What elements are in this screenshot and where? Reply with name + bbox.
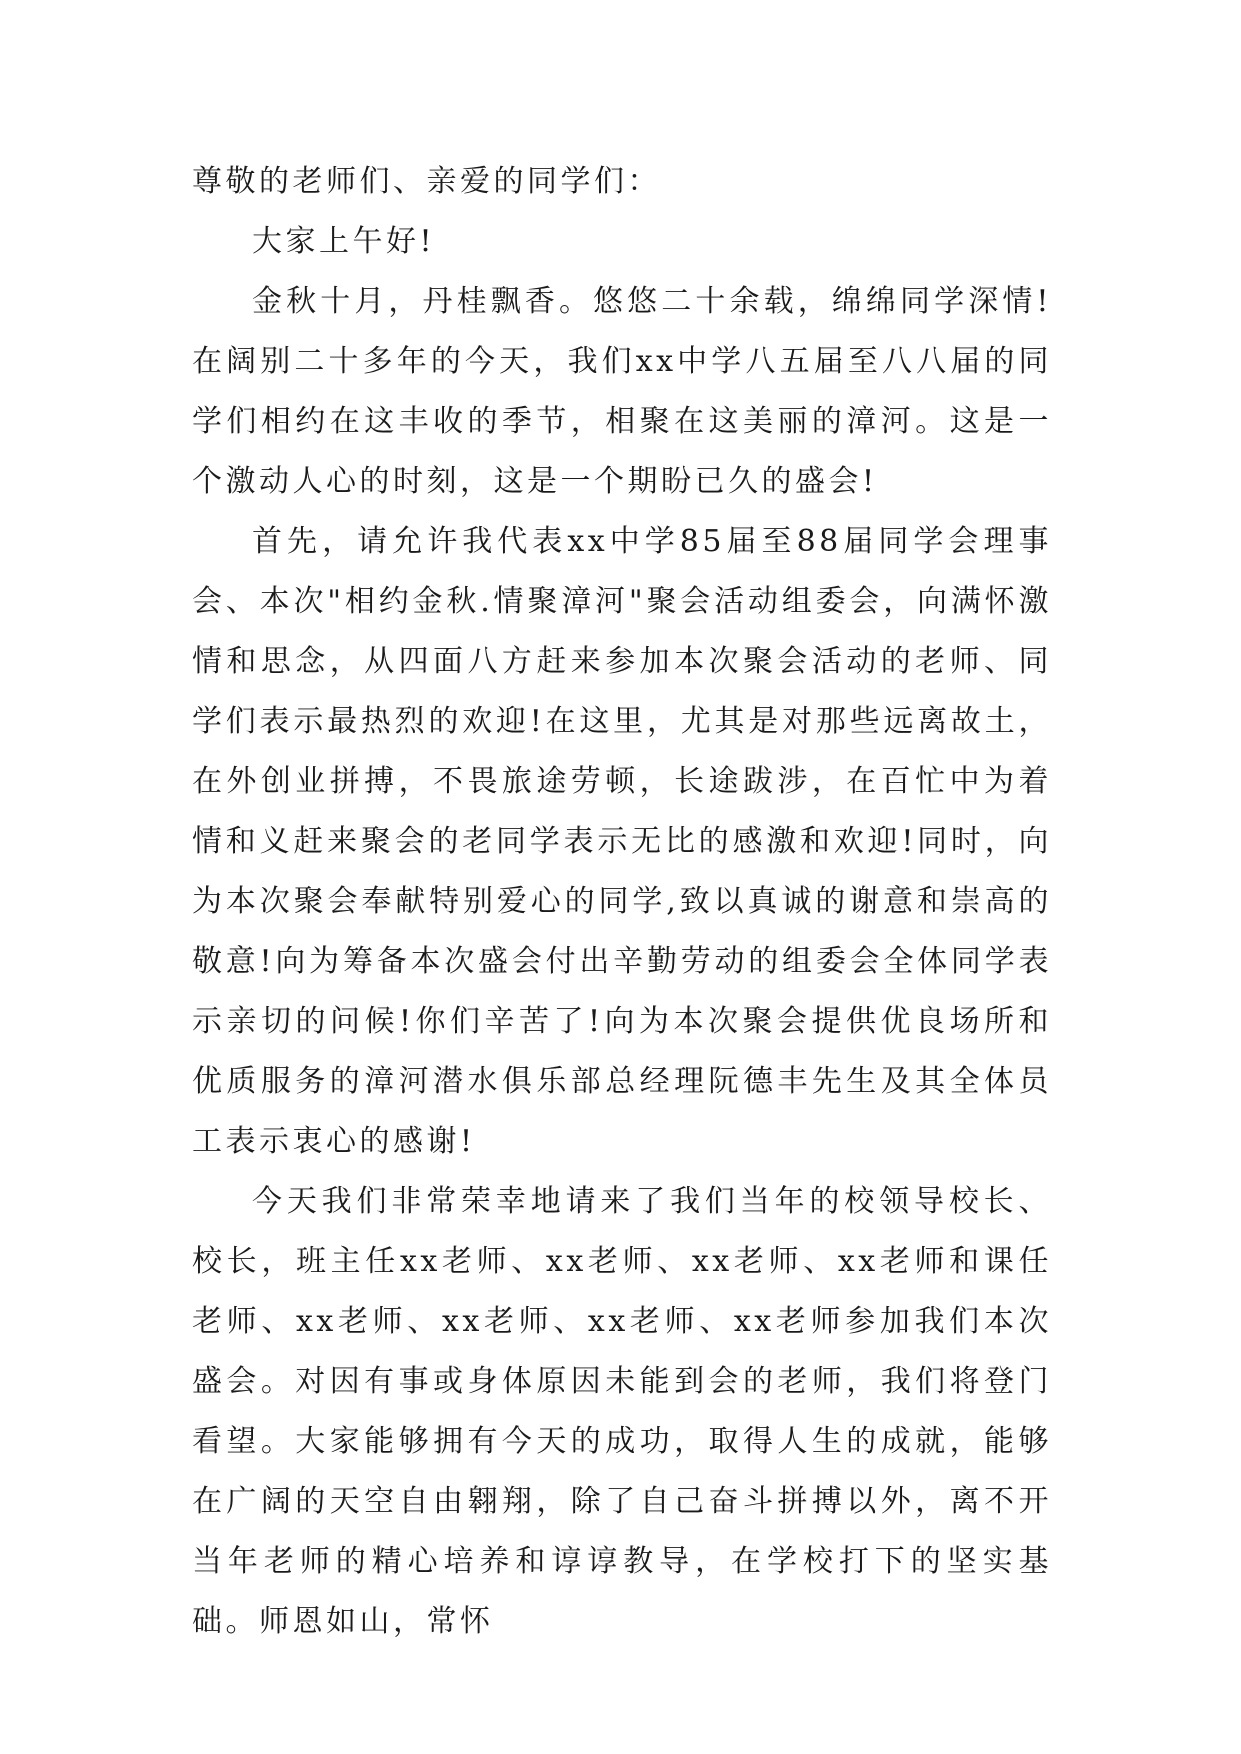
greeting-paragraph: 大家上午好!	[252, 224, 436, 259]
opening-paragraph: 金秋十月，丹桂飘香。悠悠二十余载，绵绵同学深情!在阔别二十多年的今天，我们xx中学八五届至八八届的同学们相约在这丰收的季节，相聚在这美丽的漳河。这是一个激动人心的时刻，这是一个期盼已久的盛会!	[192, 284, 1052, 499]
salutation: 尊敬的老师们、亲爱的同学们：	[192, 164, 661, 199]
teachers-paragraph: 今天我们非常荣幸地请来了我们当年的校领导校长、校长，班主任xx老师、xx老师、xx老师、xx老师和课任老师、xx老师、xx老师、xx老师、xx老师参加我们本次盛会。对因有事或身体原因未能到会的老师，我们将登门看望。大家能够拥有今天的成功，取得人生的成就，能够在广阔的天空自由翱翔，除了自己奋斗拼搏以外，离不开当年老师的精心培养和谆谆教导，在学校打下的坚实基础。师恩如山，常怀	[192, 1184, 1052, 1639]
welcome-paragraph: 首先，请允许我代表xx中学85届至88届同学会理事会、本次"相约金秋.情聚漳河"聚会活动组委会，向满怀激情和思念，从四面八方赶来参加本次聚会活动的老师、同学们表示最热烈的欢迎!在这里，尤其是对那些远离故土，在外创业拼搏，不畏旅途劳顿，长途跋涉，在百忙中为着情和义赶来聚会的老同学表示无比的感激和欢迎!同时，向为本次聚会奉献特别爱心的同学,致以真诚的谢意和崇高的敬意!向为筹备本次盛会付出辛勤劳动的组委会全体同学表示亲切的问候!你们辛苦了!向为本次聚会提供优良场所和优质服务的漳河潜水俱乐部总经理阮德丰先生及其全体员工表示衷心的感谢!	[192, 524, 1052, 1159]
document-body	[192, 152, 1052, 1652]
